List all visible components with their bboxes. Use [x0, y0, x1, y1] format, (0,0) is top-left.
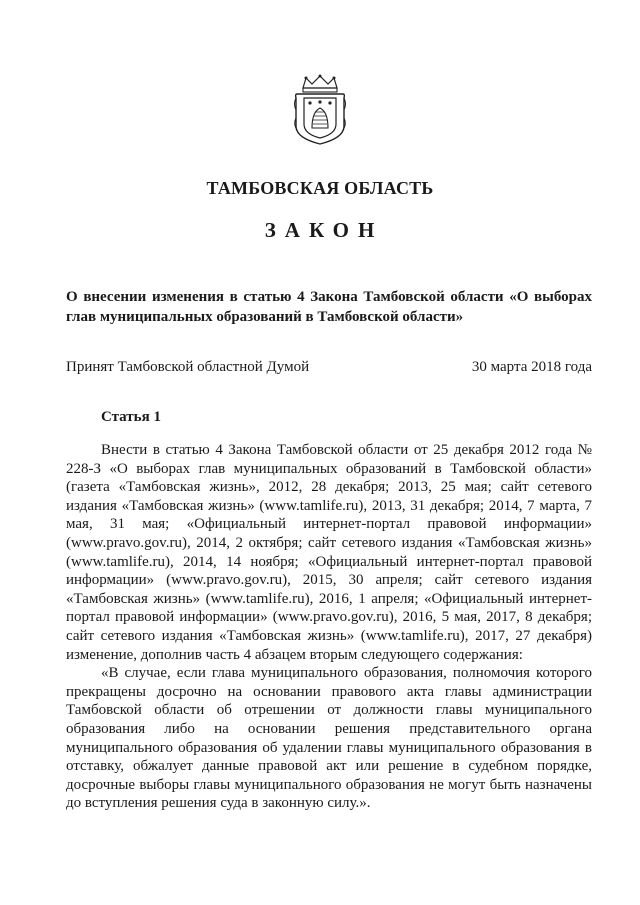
- coat-of-arms-icon: [293, 74, 347, 146]
- adopting-body: Принят Тамбовской областной Думой: [66, 359, 310, 375]
- law-title: О внесении изменения в статью 4 Закона Тамбовской области «О выборах глав муниципальных образований в Тамбовской области»: [66, 289, 592, 325]
- region-name: ТАМБОВСКАЯ ОБЛАСТЬ: [206, 178, 434, 198]
- article-heading: Статья 1: [101, 409, 161, 425]
- paragraph: Внести в статью 4 Закона Тамбовской области от 25 декабря 2012 года № 228-З «О выборах глав муниципальных образований в Тамбовской области» (газета «Тамбовская жизнь», 2012, 28 декабря; 2013, 25 мая; сайт сетевого издания «Тамбовская жизнь» (www.tamlife.ru), 2013, 31 декабря; 2014, 7 марта, 7 мая, 31 мая; «Официальный интернет-портал правовой информации» (www.pravo.gov.ru), 2014, 2 октября; сайт сетевого издания «Тамбовская жизнь» (www.tamlife.ru), 2014, 14 ноября; «Официальный интернет-портал правовой информации» (www.pravo.gov.ru), 2015, 30 апреля; сайт сетевого издания «Тамбовская жизнь» (www.tamlife.ru), 2016, 1 апреля; «Официальный интернет-портал правовой информации» (www.pravo.gov.ru), 2016, 5 мая, 2017, 8 декабря; сайт сетевого издания «Тамбовская жизнь» (www.tamlife.ru), 2017, 27 декабря) изменение, дополнив часть 4 абзацем вторым следующего содержания:: [66, 442, 592, 663]
- article-body: [66, 441, 592, 813]
- adoption-date: 30 марта 2018 года: [471, 359, 592, 375]
- document-type: ЗАКОН: [264, 218, 384, 242]
- paragraph: «В случае, если глава муниципального образования, полномочия которого прекращены досрочно на основании правового акта главы администрации Тамбовской области об отрешении от должности главы муниципального образования либо на основании решения представительного органа муниципального образования об удалении главы муниципального образования в отставку, обжалует данные правовой акт или решение в судебном порядке, досрочные выборы главы муниципального образования не могут быть назначены до вступления решения суда в законную силу.».: [66, 665, 592, 812]
- adoption-line: [66, 357, 592, 377]
